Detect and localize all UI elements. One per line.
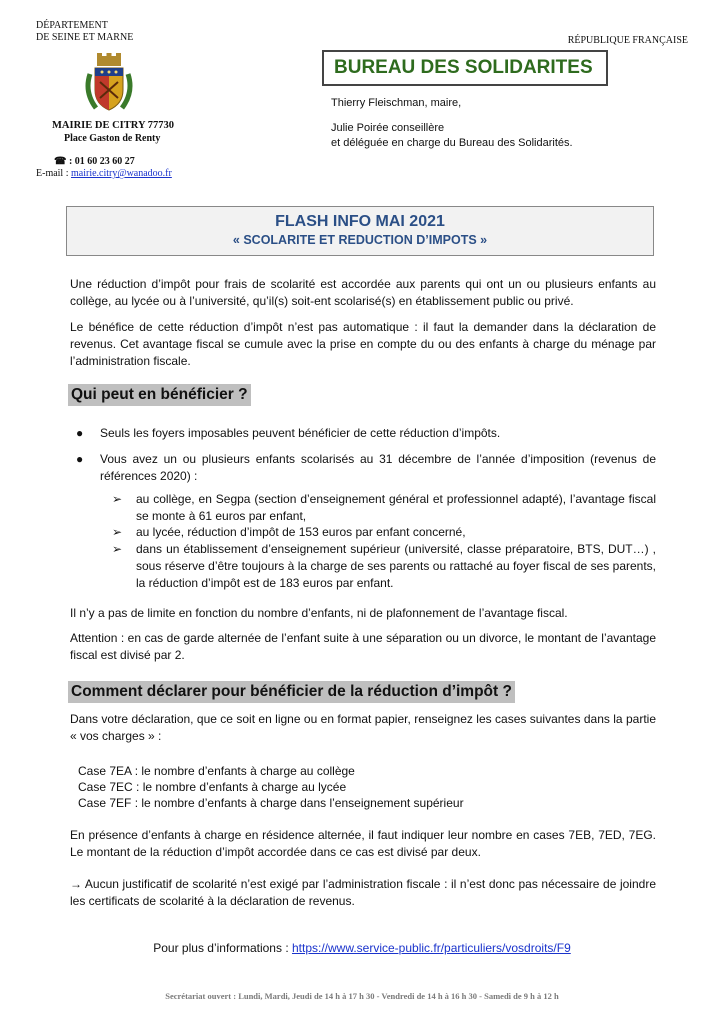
conseillere-line1: Julie Poirée conseillère [331,122,445,134]
intro-paragraph-1: Une réduction d’impôt pour frais de scolarité est accordée aux parents qui ont un ou plusieurs enfants au collège, au lycée ou à l’université, qu’il(s) soit-ent scolarisé(s) en établissement public ou privé. [70,277,656,308]
city-coat-of-arms-icon [82,52,136,116]
flash-info-box [66,206,654,256]
bullet-item-1: Seuls les foyers imposables peuvent bénéficier de cette réduction d’impôts. [100,426,501,440]
email-line [36,168,172,179]
case-7ea: Case 7EA : le nombre d’enfants à charge au collège [78,764,355,778]
bullet-dot-icon: ● [76,426,84,440]
service-public-link[interactable]: https://www.service-public.fr/particuliers/vosdroits/F9 [291,941,571,955]
conseillere-line2: et déléguée en charge du Bureau des Solidarités. [331,137,573,149]
sub-item-1: au collège, en Segpa (section d’enseignement général et professionnel adapté), l’avantage fiscal se monte à 61 euros par enfant, [136,492,656,523]
flash-title: FLASH INFO MAI 2021 [275,213,445,230]
dept-line2: DE SEINE ET MARNE [36,32,134,43]
mairie-address: Place Gaston de Renty [64,133,161,144]
dept-line1: DÉPARTEMENT [36,20,108,31]
intro-paragraph-2: Le bénéfice de cette réduction d’impôt n’est pas automatique : il faut la demander dans la déclaration de revenus. Cet avantage fiscal se cumule avec la prise en compte du ou des enfants à charge du ménage par l’administration fiscale. [70,320,656,368]
arrow-bullet-icon: ➢ [112,492,123,506]
bullet-item-2: Vous avez un ou plusieurs enfants scolarisés au 31 décembre de l’année d’imposition (revenus de références 2020) : [100,452,656,483]
email-link[interactable]: mairie.citry@wanadoo.fr [71,168,172,179]
flash-subtitle: « SCOLARITE ET REDUCTION D’IMPOTS » [232,233,488,247]
note-garde-alternee: Attention : en cas de garde alternée de l’enfant suite à une séparation ou un divorce, le montant de l’avantage fiscal est divisé par 2. [70,631,656,662]
bureau-title: BUREAU DES SOLIDARITES [334,57,593,78]
case-7ec: Case 7EC : le nombre d’enfants à charge au lycée [78,780,347,794]
note-no-limit: Il n’y a pas de limite en fonction du nombre d’enfants, ni de plafonnement de l’avantage fiscal. [70,606,568,620]
footer-hours: Secrétariat ouvert : Lundi, Mardi, Jeudi de 14 h à 17 h 30 - Vendredi de 14 h à 16 h 30 - Samedi de 9 h à 12 h [165,991,559,1001]
arrow-bullet-icon: ➢ [112,525,123,539]
telephone-icon: ☎ [54,156,67,167]
sub-item-2: au lycée, réduction d’impôt de 153 euros par enfant concerné, [136,525,466,539]
mairie-name: MAIRIE DE CITRY 77730 [52,120,175,131]
section-heading-qui: Qui peut en bénéficier ? [68,384,251,406]
email-label: E-mail : [36,168,71,179]
alternee-paragraph: En présence d’enfants à charge en résidence alternée, il faut indiquer leur nombre en cases 7EB, 7ED, 7EG. Le montant de la réduction d’impôt accordée dans ce cas est divisé par deux. [70,828,656,859]
case-7ef: Case 7EF : le nombre d’enfants à charge dans l’enseignement supérieur [78,796,464,810]
section-heading-comment: Comment déclarer pour bénéficier de la réduction d’impôt ? [68,681,515,703]
departement-label [36,20,133,44]
republique-label: RÉPUBLIQUE FRANÇAISE [567,35,688,46]
sub-item-3: dans un établissement d’enseignement supérieur (université, classe préparatoire, BTS, DUT…) , sous réserve d’être toujours à la charge de ses parents ou rattaché au foyer fiscal de ses parents, la réduction d’impôt est de 183 euros par enfant. [136,542,656,590]
more-info-label: Pour plus d’informations : [153,941,292,955]
more-info-line [0,941,724,955]
justificatif-paragraph: → Aucun justificatif de scolarité n’est exigé par l’administration fiscale : il n’est donc pas nécessaire de joindre les certificats de scolarité à la déclaration de revenus. [70,877,656,908]
maire-line: Thierry Fleischman, maire, [331,97,462,109]
declaration-intro: Dans votre déclaration, que ce soit en ligne ou en format papier, renseignez les cases suivantes dans la partie « vos charges » : [70,712,656,743]
arrow-bullet-icon: ➢ [112,542,123,556]
bullet-dot-icon: ● [76,452,84,466]
phone-line [54,156,135,167]
bureau-title-box [322,50,608,86]
phone-number: : 01 60 23 60 27 [68,156,135,167]
